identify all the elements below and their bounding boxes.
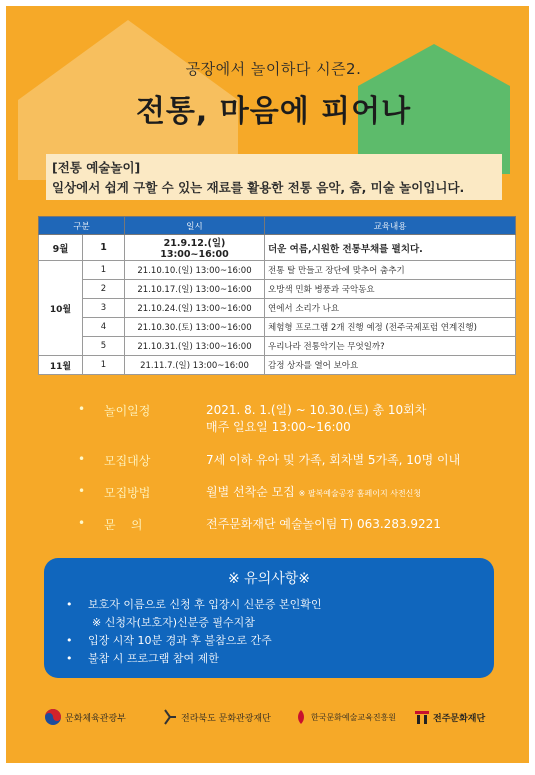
month-cell: 10월 [39, 261, 83, 356]
table-row [39, 235, 516, 261]
bullet-icon: • [78, 452, 86, 466]
header-content: 교육내용 [265, 217, 516, 235]
sponsor-logo [294, 706, 396, 728]
list-item [44, 632, 494, 650]
table-row [39, 299, 516, 318]
bullet-icon: • [66, 634, 73, 647]
sponsor-logo [414, 706, 485, 728]
month-cell: 9월 [39, 235, 83, 261]
intro-description: 일상에서 쉽게 구할 수 있는 재료를 활용한 전통 음악, 춤, 미술 놀이입니다. [52, 180, 465, 195]
notice-text: 입장 시작 10분 경과 후 불참으로 간주 [88, 634, 272, 647]
list-item [44, 650, 494, 668]
sponsor-name: 문화체육관광부 [65, 713, 126, 724]
session-content: 오방색 민화 병풍과 국악동요 [265, 280, 516, 299]
notice-title: ※ 유의사항※ [227, 571, 310, 587]
session-content: 전통 탈 만들고 장단에 맞추어 춤추기 [265, 261, 516, 280]
table-row [39, 337, 516, 356]
bullet-icon: • [66, 652, 73, 665]
sponsor-name: 한국문화예술교육진흥원 [311, 712, 397, 722]
detail-method [78, 484, 508, 502]
notice-text: ※ 신청자(보호자)신분증 필수지참 [92, 616, 255, 629]
notice-text: 불참 시 프로그램 참여 제한 [88, 652, 219, 665]
sponsor-logos [6, 706, 529, 736]
header-date: 일시 [125, 217, 265, 235]
intro-box [46, 154, 502, 200]
table-row [39, 356, 516, 375]
detail-target [78, 452, 508, 470]
schedule-header-row [39, 217, 516, 235]
jeonju-foundation-icon [414, 709, 430, 725]
session-content: 연에서 소리가 나요 [265, 299, 516, 318]
session-number: 3 [83, 299, 125, 318]
arte-icon [294, 709, 308, 725]
session-number: 1 [83, 235, 125, 261]
notice-list [44, 596, 494, 668]
detail-value-line: 월별 선착순 모집 [206, 485, 295, 499]
table-row [39, 280, 516, 299]
session-date: 21.10.17.(일) 13:00~16:00 [125, 280, 265, 299]
intro-label: [전통 예술놀이] [52, 160, 141, 175]
detail-note: ※ 팔복예술공장 홈페이지 사전신청 [298, 489, 422, 498]
session-date: 21.10.31.(일) 13:00~16:00 [125, 337, 265, 356]
taegeuk-icon [44, 708, 62, 726]
session-content: 더운 여름,시원한 전통부채를 펼치다. [265, 235, 516, 261]
bullet-icon: • [78, 484, 86, 498]
session-date: 21.10.10.(일) 13:00~16:00 [125, 261, 265, 280]
detail-value: 전주문화재단 예술놀이팀 T) 063.283.9221 [206, 517, 441, 531]
session-number: 4 [83, 318, 125, 337]
detail-value: 7세 이하 유아 및 가족, 회차별 5가족, 10명 이내 [206, 453, 461, 467]
notice-box [44, 558, 494, 678]
detail-label: 모집방법 [104, 486, 151, 500]
detail-label: 모집대상 [104, 454, 151, 468]
poster [6, 6, 529, 763]
poster-title: 전통, 마음에 피어나 [135, 94, 412, 129]
sponsor-name: 전주문화재단 [433, 713, 486, 724]
session-content: 감정 상자를 열어 보아요 [265, 356, 516, 375]
session-number: 1 [83, 356, 125, 375]
sponsor-name: 전라북도 문화관광재단 [181, 713, 271, 724]
bullet-icon: • [78, 402, 86, 416]
detail-schedule [78, 402, 508, 436]
list-item [44, 614, 494, 632]
list-item [44, 596, 494, 614]
session-number: 1 [83, 261, 125, 280]
session-content: 우리나라 전통악기는 무엇일까? [265, 337, 516, 356]
session-number: 2 [83, 280, 125, 299]
detail-label: 놀이일정 [104, 404, 151, 418]
bullet-icon: • [66, 598, 73, 611]
month-cell: 11월 [39, 356, 83, 375]
bullet-icon: • [78, 516, 86, 530]
detail-value-line: 2021. 8. 1.(일) ~ 10.30.(토) 총 10회차 [206, 403, 427, 417]
detail-value [206, 484, 421, 502]
notice-text: 보호자 이름으로 신청 후 입장시 신분증 본인확인 [88, 598, 322, 611]
detail-label: 문 의 [104, 518, 143, 532]
session-number: 5 [83, 337, 125, 356]
poster-subtitle: 공장에서 놀이하다 시즌2. [185, 60, 362, 78]
sponsor-logo [162, 706, 271, 728]
session-date: 21.10.24.(일) 13:00~16:00 [125, 299, 265, 318]
table-row [39, 261, 516, 280]
jeonbuk-foundation-icon [162, 708, 178, 726]
sponsor-logo [44, 706, 126, 728]
detail-value-line: 매주 일요일 13:00~16:00 [206, 420, 351, 434]
session-content: 체험형 프로그램 2개 진행 예정 (전주국제포럼 연계진행) [265, 318, 516, 337]
table-row [39, 318, 516, 337]
detail-contact [78, 516, 508, 534]
schedule-table [38, 216, 516, 375]
header-category: 구분 [39, 217, 125, 235]
session-date: 21.11.7.(일) 13:00~16:00 [125, 356, 265, 375]
session-date: 21.10.30.(토) 13:00~16:00 [125, 318, 265, 337]
detail-value [206, 402, 426, 436]
session-date: 21.9.12.(일) 13:00~16:00 [125, 235, 265, 261]
